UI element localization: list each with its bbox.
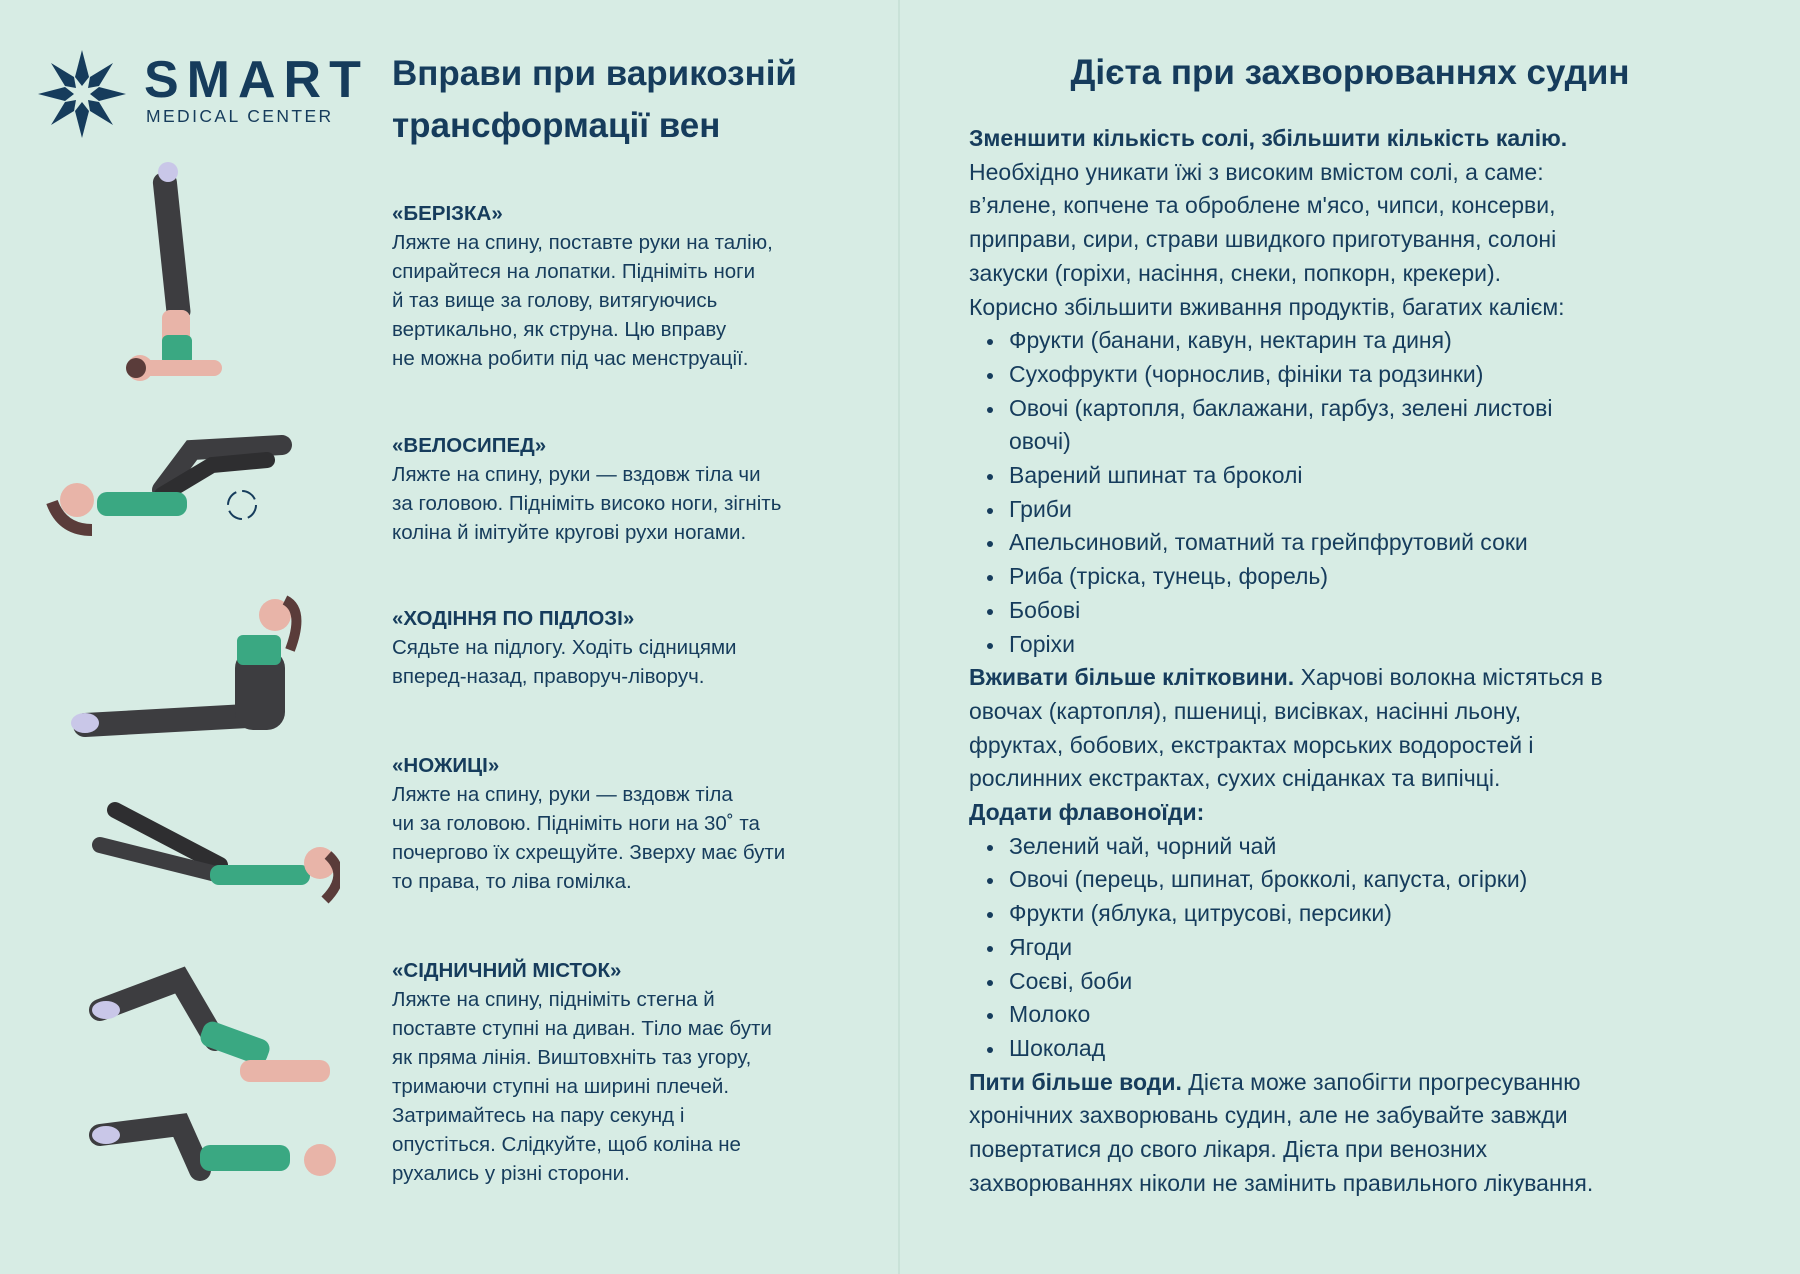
section-heading: Зменшити кількість солі, збільшити кількість калію. (969, 125, 1568, 151)
exercise-text: чи за головою. Підніміть ноги на 30˚ та (392, 812, 760, 835)
star-logo-icon (36, 48, 128, 140)
text-line: овочах (картопля), пшениці, висівках, насінні льону, (969, 697, 1522, 724)
section-heading: Вживати більше клітковини. (969, 664, 1295, 691)
list-item: Бобові (1009, 594, 1779, 628)
logo (36, 48, 369, 140)
text-line: Харчові волокна містяться в (1294, 664, 1603, 691)
title-line: трансформації вен (392, 106, 721, 145)
exercise-text: коліна й імітуйте кругові рухи ногами. (392, 521, 747, 544)
text-line: захворюваннях ніколи не замінить правильного лікування. (969, 1169, 1594, 1196)
list-item: Овочі (картопля, баклажани, гарбуз, зелені листові (1009, 392, 1779, 426)
exercise-title: «ХОДІННЯ ПО ПІДЛОЗІ» (392, 607, 635, 630)
logo-name: SMART (144, 51, 369, 109)
list-item: Зелений чай, чорний чай (1009, 830, 1779, 864)
text-line: Необхідно уникати їжі з високим вмістом солі, а саме: (969, 158, 1544, 185)
bicycle-figure (42, 420, 302, 560)
text-line: хронічних захворювань судин, але не забувайте завжди (969, 1102, 1568, 1129)
list-item: Гриби (1009, 493, 1779, 527)
exercise-text: спирайтеся на лопатки. Підніміть ноги (392, 260, 756, 283)
list-item: Варений шпинат та броколі (1009, 459, 1779, 493)
floor-walking-figure (65, 590, 305, 750)
text-line: Дієта може запобігти прогресуванню (1181, 1068, 1581, 1095)
exercise-text: не можна робити під час менструації. (392, 347, 749, 370)
section-heading: Пити більше води. (969, 1068, 1182, 1095)
exercise-text: як пряма лінія. Виштовхніть таз угору, (392, 1046, 752, 1069)
flavonoids-list (969, 830, 1779, 1066)
exercise-text: Ляжте на спину, поставте руки на талію, (392, 231, 773, 254)
potassium-list (969, 324, 1779, 661)
list-item: Сухофрукти (чорнослив, фініки та родзинки) (1009, 358, 1779, 392)
list-item: Ягоди (1009, 931, 1779, 965)
list-item: Горіхи (1009, 628, 1779, 662)
exercise-title: «БЕРІЗКА» (392, 202, 503, 225)
diet-title: Дієта при захворюваннях судин (1070, 53, 1630, 92)
scissors-figure (70, 785, 340, 915)
exercise-text: Затримайтесь на пару секунд і (392, 1104, 685, 1127)
list-item: Молоко (1009, 998, 1779, 1032)
exercise-text: Ляжте на спину, підніміть стегна й (392, 988, 715, 1011)
exercise-title: «СІДНИЧНИЙ МІСТОК» (392, 959, 622, 982)
exercise-text: почергово їх схрещуйте. Зверху має бути (392, 841, 786, 864)
exercise-text: тримаючи ступні на ширині плечей. (392, 1075, 730, 1098)
list-item: Апельсиновий, томатний та грейпфрутовий соки (1009, 526, 1779, 560)
list-item: Риба (тріска, тунець, форель) (1009, 560, 1779, 594)
list-item: Фрукти (яблука, цитрусові, персики) (1009, 897, 1779, 931)
text-line: рослинних екстрактах, сухих сніданках та випічці. (969, 765, 1501, 792)
exercise-text: Ляжте на спину, руки — вздовж тіла чи (392, 463, 761, 486)
exercise-birch (392, 199, 773, 373)
list-item: Фрукти (банани, кавун, нектарин та диня) (1009, 324, 1779, 358)
exercise-title: «ВЕЛОСИПЕД» (392, 434, 547, 457)
text-line: повертатися до свого лікаря. Дієта при венозних (969, 1136, 1488, 1163)
exercise-text: поставте ступні на диван. Тіло має бути (392, 1017, 772, 1040)
diet-content (969, 122, 1779, 1201)
text-line: приправи, сири, страви швидкого приготування, солоні (969, 226, 1557, 253)
logo-subtitle: MEDICAL CENTER (146, 106, 334, 126)
exercise-text: й таз вище за голову, витягуючись (392, 289, 718, 312)
birch-pose-figure (120, 160, 230, 390)
text-line: Корисно збільшити вживання продуктів, багатих калієм: (969, 293, 1565, 320)
list-item: Соєві, боби (1009, 965, 1779, 999)
exercise-title: «НОЖИЦІ» (392, 754, 500, 777)
title-line: Вправи при варикозній (392, 54, 797, 93)
exercise-text: Сядьте на підлогу. Ходіть сідницями (392, 636, 737, 659)
exercise-text: опустіться. Слідкуйте, щоб коліна не (392, 1133, 741, 1156)
exercise-bicycle (392, 431, 781, 547)
text-line: фруктах, бобових, екстрактах морських водоростей і (969, 731, 1534, 758)
exercise-text: вертикально, як струна. Цю вправу (392, 318, 727, 341)
exercises-title (392, 48, 797, 152)
list-item-continuation: овочі) (1009, 428, 1071, 455)
exercise-text: то права, то ліва гомілка. (392, 870, 632, 893)
exercise-text: за головою. Підніміть високо ноги, зігніть (392, 492, 782, 515)
exercise-text: Ляжте на спину, руки — вздовж тіла (392, 783, 733, 806)
exercise-glute-bridge (392, 956, 772, 1188)
glute-bridge-figure (40, 960, 340, 1230)
rotate-icon (228, 491, 256, 519)
exercise-text: рухались у різні сторони. (392, 1162, 630, 1185)
list-item: Шоколад (1009, 1032, 1779, 1066)
text-line: закуски (горіхи, насіння, снеки, попкорн, крекери). (969, 259, 1502, 286)
list-item: Овочі (перець, шпинат, брокколі, капуста, огірки) (1009, 863, 1779, 897)
exercise-scissors (392, 751, 785, 896)
water-paragraph (969, 1066, 1779, 1100)
column-divider (898, 0, 900, 1274)
section-heading: Додати флавоноїди: (969, 799, 1205, 826)
exercise-text: вперед-назад, праворуч-ліворуч. (392, 665, 705, 688)
exercise-floor-walking (392, 604, 737, 691)
fiber-paragraph (969, 661, 1779, 695)
text-line: в’ялене, копчене та оброблене м'ясо, чипси, консерви, (969, 192, 1556, 219)
